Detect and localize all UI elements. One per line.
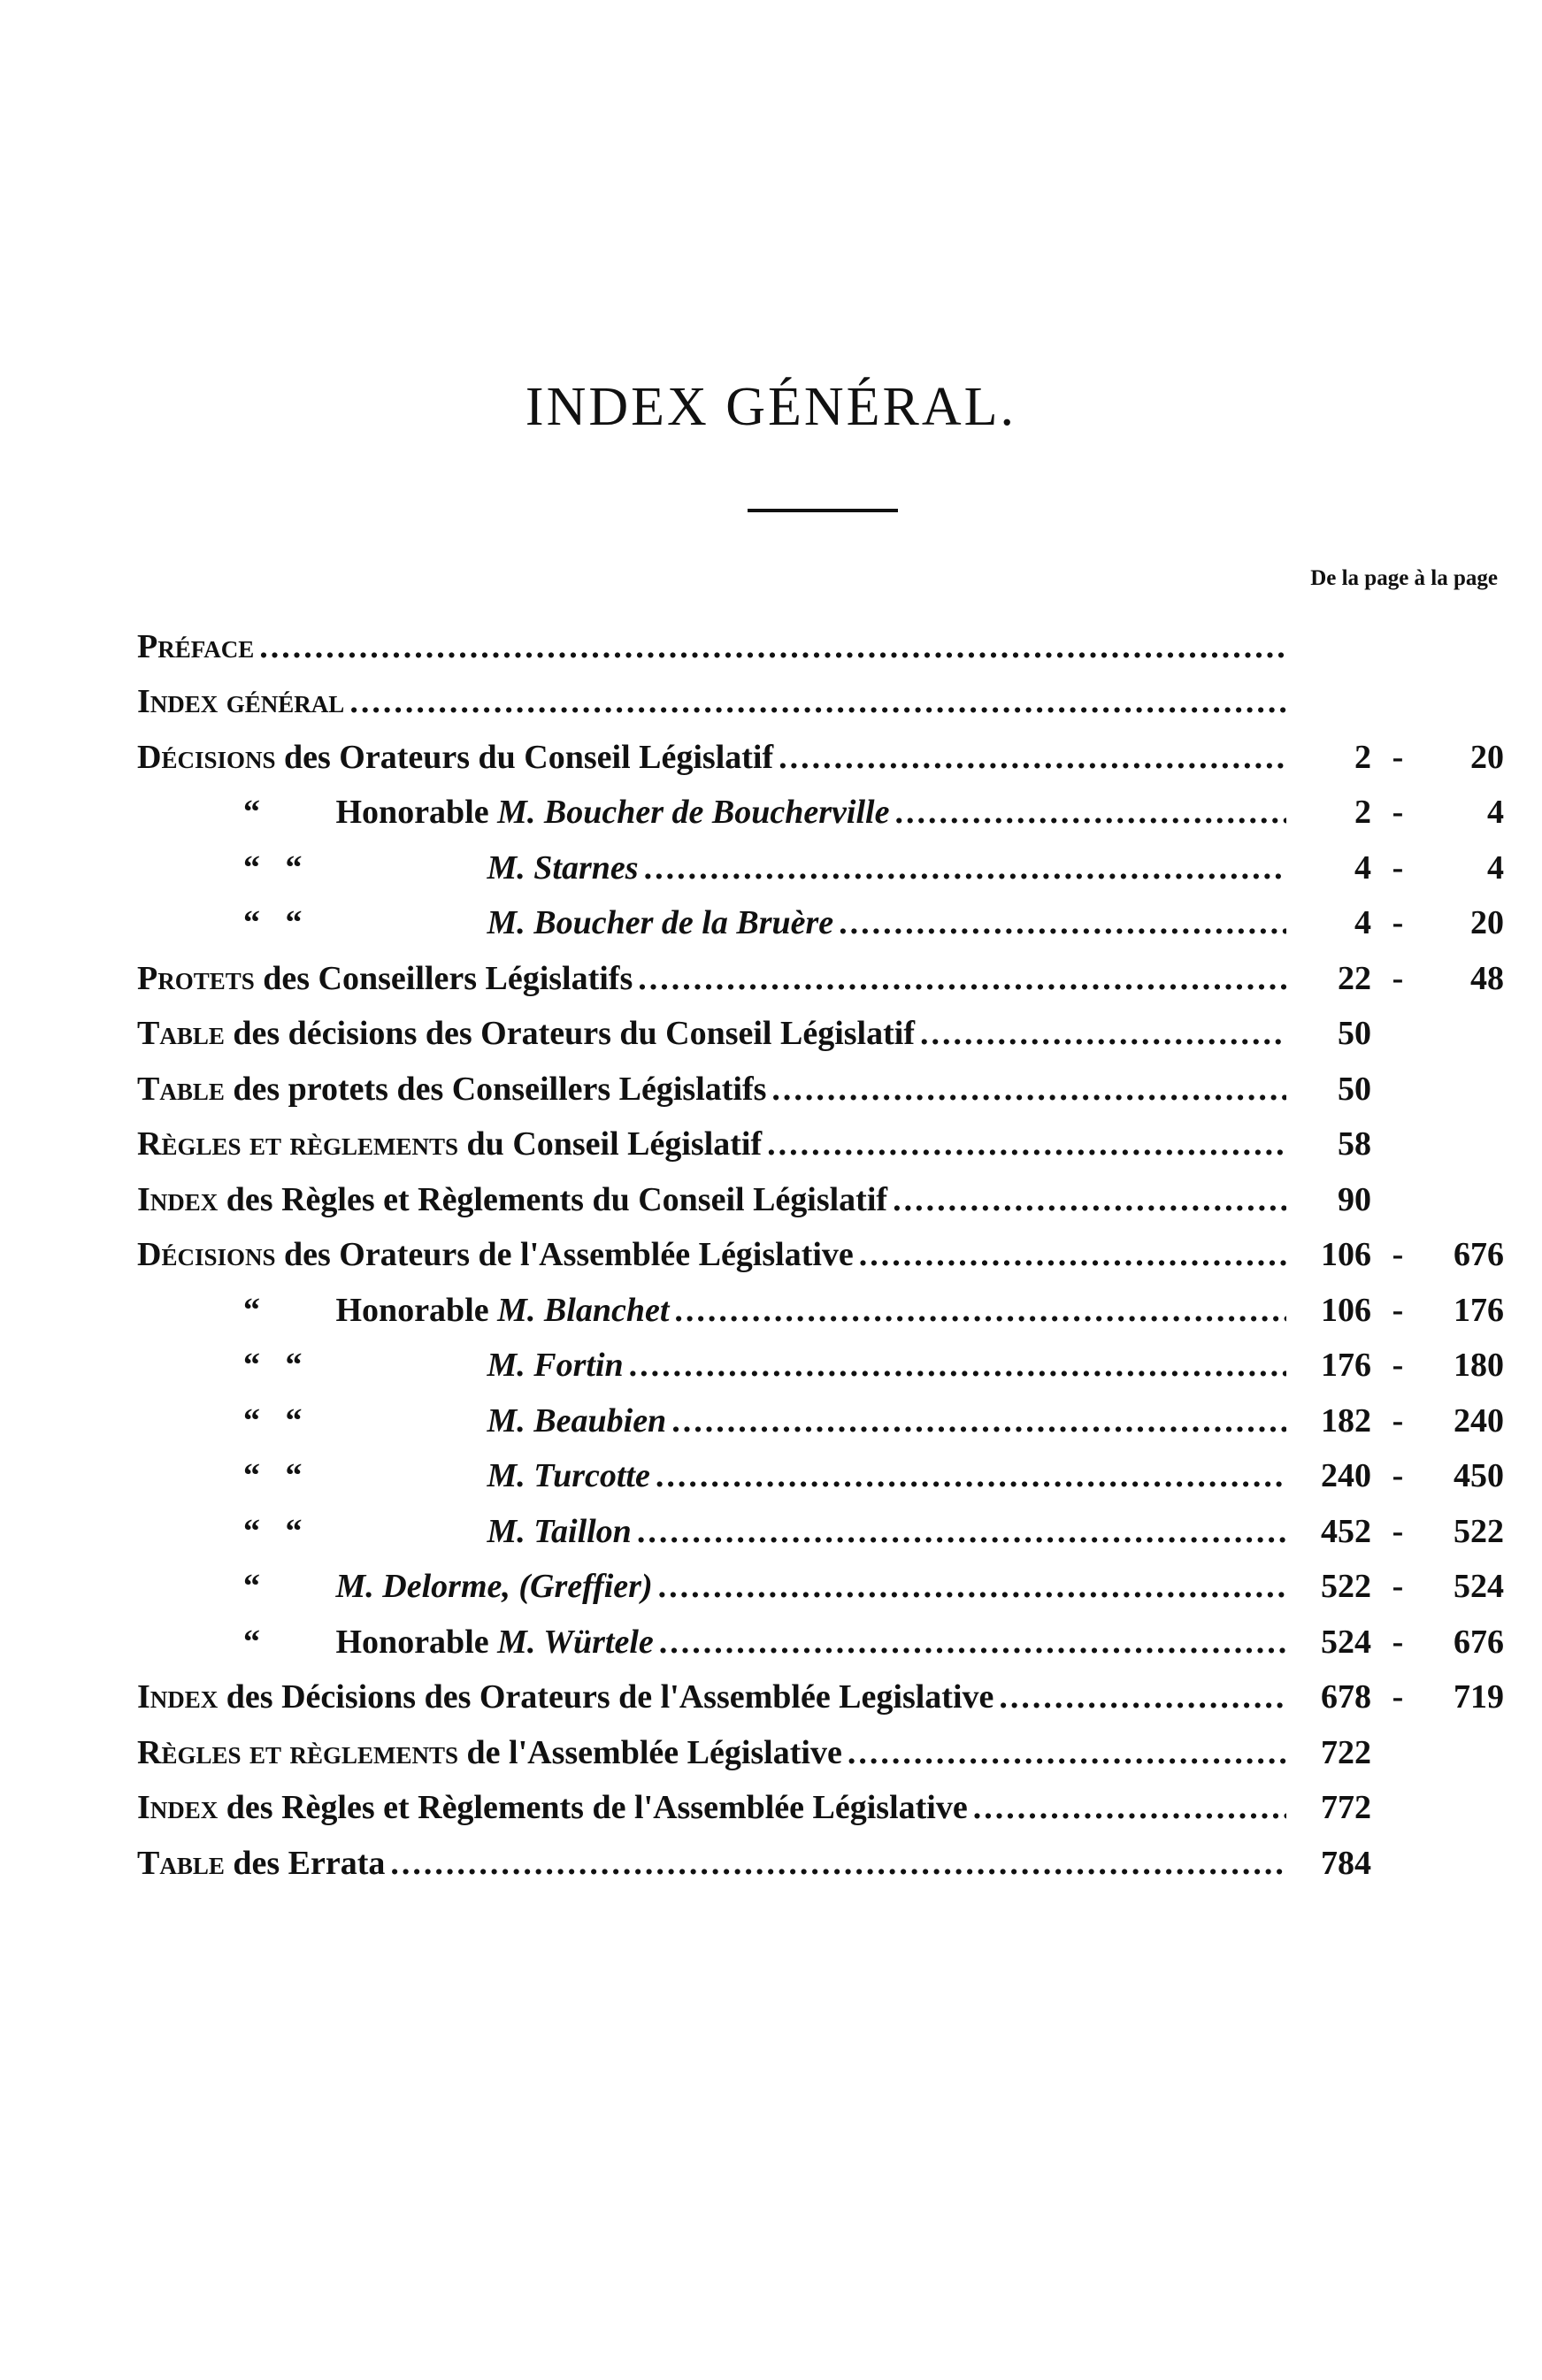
toc-entry-rest: des Orateurs de l'Assemblée Législative — [275, 1236, 854, 1273]
page-from: 772 — [1321, 1789, 1371, 1826]
dot-leader — [920, 1014, 1286, 1053]
toc-entry-name: Règles et règlements — [137, 1733, 459, 1771]
ditto-mark: “ “ — [243, 1347, 303, 1384]
toc-entry-name: Protets — [137, 959, 255, 997]
toc-entry-name: Honorable — [335, 794, 489, 831]
toc-row — [137, 942, 1504, 998]
toc-entry-rest: des Errata — [224, 1844, 386, 1882]
dot-leader — [894, 793, 1286, 832]
toc-entry-rest: des décisions des Orateurs du Conseil Législatif — [224, 1015, 915, 1052]
ditto-mark: “ “ — [243, 1512, 303, 1550]
toc-row — [137, 777, 1504, 833]
ditto-mark: “ “ — [243, 1401, 303, 1440]
toc-row — [137, 1440, 1504, 1496]
toc-entry-title — [243, 1401, 666, 1440]
toc-entry-title — [243, 1567, 653, 1606]
toc-row — [137, 1662, 1504, 1717]
toc-entry-title — [243, 1512, 632, 1551]
page-dash: - — [1392, 1236, 1404, 1273]
page-from: 4 — [1354, 904, 1371, 941]
toc-entry-name: Règles et règlements — [137, 1125, 459, 1163]
page-dash: - — [1392, 1401, 1404, 1440]
page-dash: - — [1392, 1457, 1404, 1494]
dot-leader — [671, 1401, 1286, 1440]
toc-entry-rest: M. Starnes — [487, 848, 639, 887]
page-from: 722 — [1321, 1733, 1371, 1771]
toc-entry-title — [137, 682, 344, 721]
page-to: 4 — [1487, 848, 1504, 887]
toc-entry-title — [243, 793, 889, 832]
page-to: 180 — [1454, 1347, 1504, 1384]
ditto-mark: “ “ — [243, 1457, 303, 1494]
toc-entry-rest: des Conseillers Législatifs — [254, 959, 633, 997]
toc-entry-title — [243, 1291, 669, 1330]
ditto-mark: “ “ — [243, 904, 303, 941]
column-header: De la page à la page — [1310, 566, 1498, 590]
toc-entry-title — [243, 903, 833, 942]
dot-leader — [349, 682, 1286, 721]
ditto-mark: “ “ — [243, 848, 303, 887]
ditto-mark: “ — [243, 794, 260, 831]
page-from: 2 — [1354, 794, 1371, 831]
toc-entry-title — [137, 738, 773, 777]
page-to: 48 — [1470, 959, 1504, 997]
toc-entry-name: Index — [137, 1180, 219, 1218]
toc-entry-name: Honorable — [335, 1291, 489, 1329]
page-to: 240 — [1454, 1401, 1504, 1440]
page-to: 524 — [1454, 1568, 1504, 1605]
page-to: 676 — [1454, 1236, 1504, 1273]
dot-leader — [973, 1788, 1286, 1827]
toc-entry-title — [137, 1733, 842, 1772]
toc-entry-name: Index général — [137, 683, 345, 720]
toc-entry-title — [137, 959, 633, 998]
page-from: 22 — [1338, 959, 1371, 997]
page-dash: - — [1392, 1623, 1404, 1661]
toc-entry-rest: M. Beaubien — [487, 1401, 667, 1440]
page-dash: - — [1392, 959, 1404, 997]
page-dash: - — [1392, 848, 1404, 887]
page-from: 522 — [1321, 1568, 1371, 1605]
toc-entry-title — [243, 1346, 624, 1385]
toc-entry-name: Décisions — [137, 738, 276, 776]
toc-row — [137, 1053, 1504, 1109]
toc-entry-name: Préface — [137, 627, 255, 665]
toc-entry-rest: M. Boucher de Boucherville — [488, 794, 890, 831]
page-from: 4 — [1354, 848, 1371, 887]
page-dash: - — [1392, 1568, 1404, 1605]
page-dash: - — [1392, 738, 1404, 776]
toc-entry-name: Index — [137, 1789, 219, 1826]
page-from: 524 — [1321, 1623, 1371, 1661]
toc-entry-rest: des Décisions des Orateurs de l'Assemblée Legislative — [218, 1678, 994, 1716]
page-from: 50 — [1338, 1015, 1371, 1052]
toc-entry-title — [243, 848, 639, 887]
toc-row — [137, 1772, 1504, 1828]
toc-entry-rest: des Règles et Règlements du Conseil Législatif — [218, 1180, 888, 1218]
dot-leader — [259, 627, 1286, 666]
toc-row — [137, 1716, 1504, 1772]
page-from: 50 — [1338, 1070, 1371, 1108]
toc-entry-rest: des Règles et Règlements de l'Assemblée Législative — [218, 1789, 968, 1826]
toc-row — [137, 1385, 1504, 1440]
page-dash: - — [1392, 1347, 1404, 1384]
page-to: 450 — [1454, 1457, 1504, 1494]
dot-leader — [999, 1678, 1286, 1716]
toc-row — [137, 1495, 1504, 1551]
toc-entry-name: Table — [137, 1844, 225, 1882]
dot-leader — [848, 1733, 1286, 1772]
toc-row — [137, 1219, 1504, 1275]
toc-entry-rest: du Conseil Législatif — [458, 1125, 763, 1163]
toc-entry-rest: des Orateurs du Conseil Législatif — [275, 738, 774, 776]
toc-entry-name: Table — [137, 1015, 225, 1052]
toc-entry-title — [137, 1014, 915, 1053]
toc-entry-rest: M. Boucher de la Bruère — [487, 904, 834, 941]
dot-leader — [390, 1844, 1286, 1883]
toc-entry-title — [137, 1844, 385, 1883]
page-from: 90 — [1338, 1180, 1371, 1218]
toc-entry-title — [137, 1678, 993, 1716]
dot-leader — [658, 1567, 1286, 1606]
page-from: 106 — [1321, 1236, 1371, 1273]
toc-entry-rest: M. Blanchet — [488, 1291, 670, 1329]
page-from: 452 — [1321, 1512, 1371, 1550]
dot-leader — [767, 1125, 1286, 1163]
dot-leader — [839, 903, 1286, 942]
toc-entry-rest: M. Taillon — [487, 1512, 632, 1550]
dot-leader — [674, 1291, 1286, 1330]
toc-entry-name: Index — [137, 1678, 219, 1716]
toc-row — [137, 1827, 1504, 1883]
toc-entry-rest: M. Würtele — [488, 1623, 654, 1661]
page-to: 522 — [1454, 1512, 1504, 1550]
dot-leader — [859, 1235, 1286, 1274]
toc-entry-title — [243, 1456, 650, 1495]
dot-leader — [779, 738, 1286, 777]
ditto-mark: “ — [243, 1623, 260, 1661]
page-title: INDEX GÉNÉRAL. — [525, 377, 1017, 437]
dot-leader — [659, 1623, 1286, 1662]
toc-row — [137, 832, 1504, 887]
toc-entry-title — [137, 1788, 968, 1827]
toc-entry-title — [243, 1623, 654, 1662]
page-from: 176 — [1321, 1347, 1371, 1384]
toc-entry-rest: de l'Assemblée Législative — [458, 1733, 842, 1771]
dot-leader — [771, 1070, 1286, 1109]
title-rule — [748, 509, 898, 512]
dot-leader — [637, 1512, 1286, 1551]
toc-entry-rest: M. Fortin — [487, 1347, 624, 1384]
toc-row — [137, 666, 1504, 722]
dot-leader — [656, 1456, 1286, 1495]
toc-entry-title — [137, 1235, 854, 1274]
toc-row — [137, 1274, 1504, 1330]
toc-row — [137, 1551, 1504, 1607]
page-from: 58 — [1338, 1125, 1371, 1163]
page-dash: - — [1392, 1512, 1404, 1550]
toc-row — [137, 721, 1504, 777]
toc-row — [137, 610, 1504, 666]
ditto-mark: “ — [243, 1291, 260, 1329]
page-dash: - — [1392, 794, 1404, 831]
page-dash: - — [1392, 1291, 1404, 1329]
toc-row — [137, 1163, 1504, 1219]
dot-leader — [629, 1346, 1286, 1385]
toc-row — [137, 998, 1504, 1054]
toc-row — [137, 1606, 1504, 1662]
toc-row — [137, 1330, 1504, 1386]
toc-entry-title — [137, 1125, 762, 1163]
toc-entry-rest: M. Delorme, (Greffier) — [335, 1568, 653, 1605]
page-to: 4 — [1487, 794, 1504, 831]
page-dash: - — [1392, 1678, 1404, 1716]
page-to: 719 — [1454, 1678, 1504, 1716]
toc-entry-name: Honorable — [335, 1623, 489, 1661]
dot-leader — [893, 1180, 1286, 1219]
toc-entry-rest: M. Turcotte — [487, 1457, 650, 1494]
toc-entry-name: Décisions — [137, 1236, 276, 1273]
toc-row — [137, 887, 1504, 943]
page-from: 2 — [1354, 738, 1371, 776]
page-from: 106 — [1321, 1291, 1371, 1329]
page-to: 176 — [1454, 1291, 1504, 1329]
toc-row — [137, 1109, 1504, 1164]
page-from: 678 — [1321, 1678, 1371, 1716]
dot-leader — [638, 959, 1286, 998]
page-to: 676 — [1454, 1623, 1504, 1661]
ditto-mark: “ — [243, 1568, 260, 1605]
page-dash: - — [1392, 904, 1404, 941]
toc-entry-title — [137, 627, 254, 666]
page-to: 20 — [1470, 904, 1504, 941]
toc-entry-name: Table — [137, 1070, 225, 1108]
dot-leader — [644, 848, 1286, 887]
page-from: 182 — [1321, 1401, 1371, 1440]
toc-entry-title — [137, 1070, 766, 1109]
table-of-contents — [137, 610, 1504, 1883]
page-from: 240 — [1321, 1457, 1371, 1494]
page-from: 784 — [1321, 1844, 1371, 1882]
toc-entry-title — [137, 1180, 887, 1219]
page-to: 20 — [1470, 738, 1504, 776]
toc-entry-rest: des protets des Conseillers Législatifs — [224, 1070, 767, 1108]
